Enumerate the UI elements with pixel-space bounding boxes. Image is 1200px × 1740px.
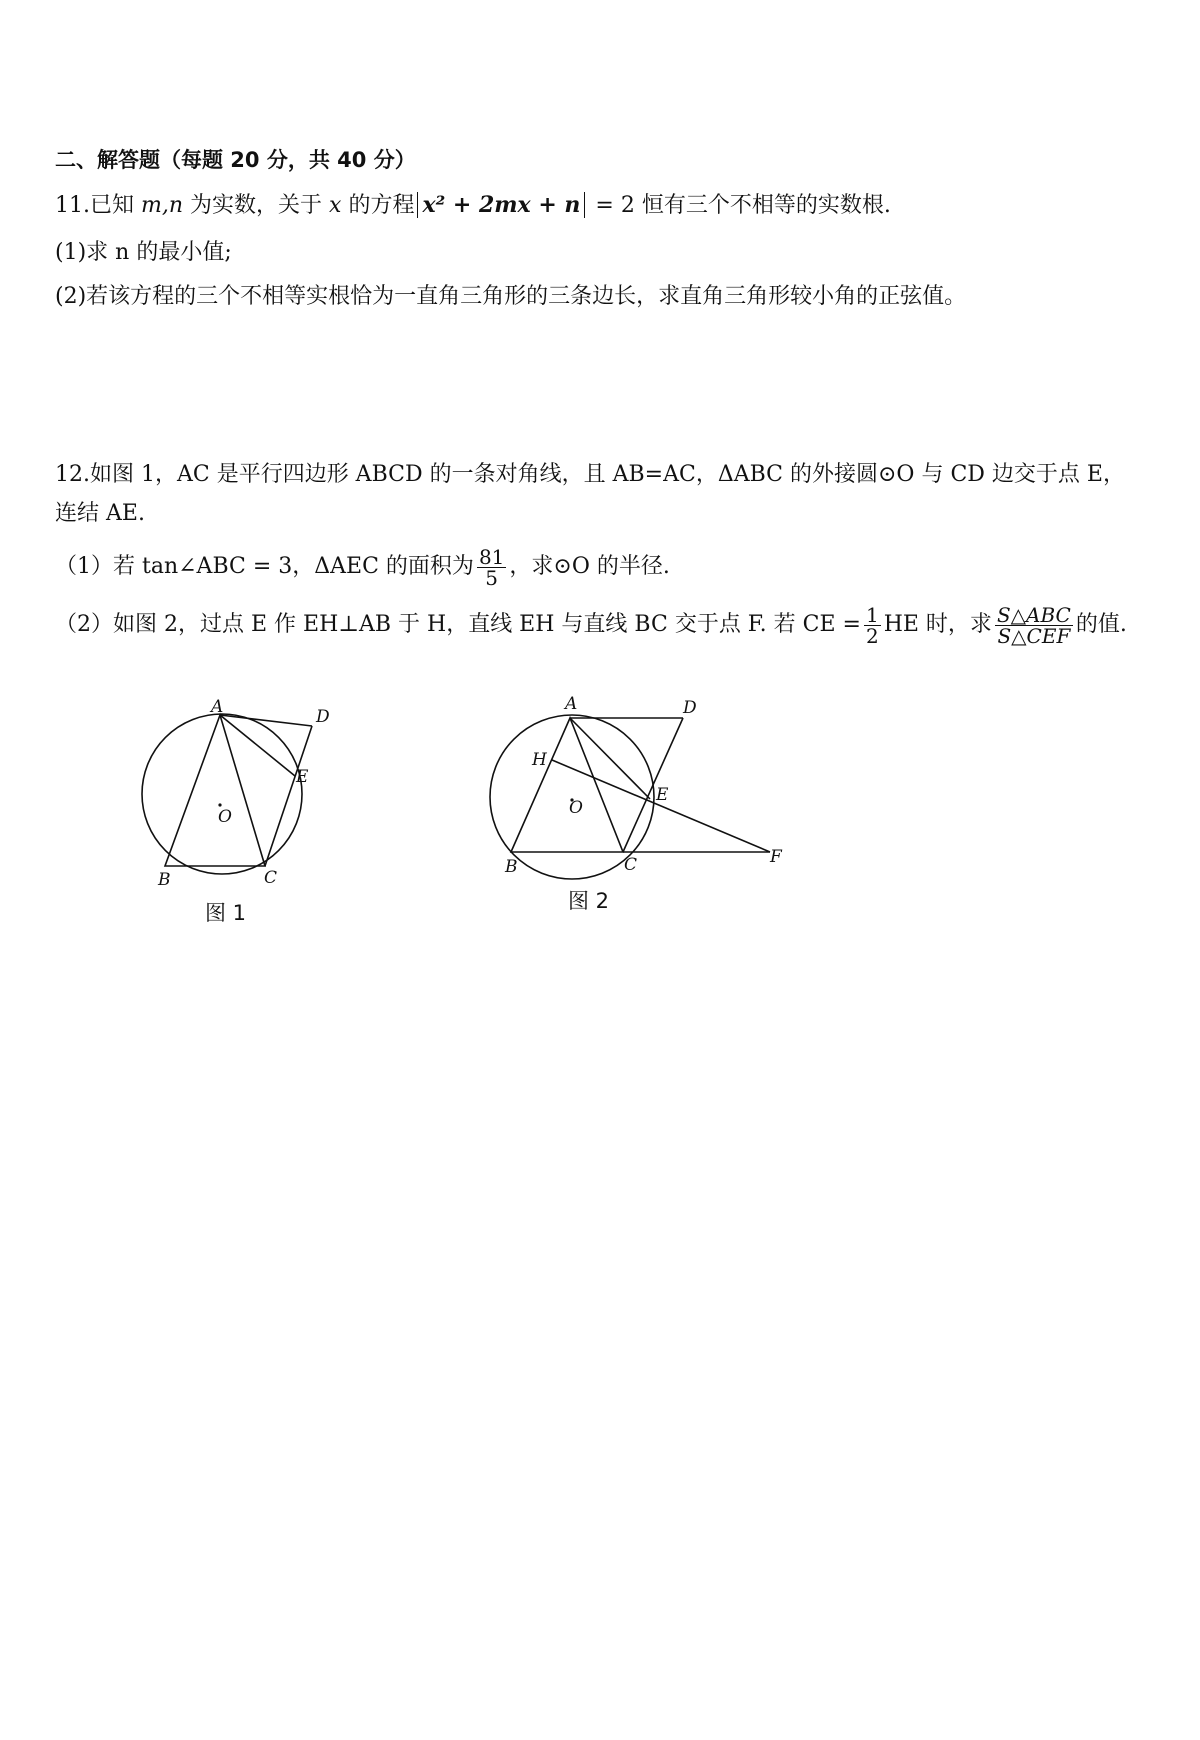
figure2-triangle-abc [511,718,623,852]
q12-p2-area-den: S△CEF [997,623,1071,648]
q11-intro-c: 的方程 [341,193,415,218]
figure1-label-b: B [158,870,171,890]
q11-number: 11. [55,193,90,218]
figure1-label-o: O [218,807,232,827]
figure2-segment-dc [623,718,683,852]
section-heading: 二、解答题（每题 20 分，共 40 分） [55,148,416,172]
q12-p2-a: （2）如图 2，过点 E 作 EH⊥AB 于 H，直线 EH 与直线 BC 交于点 F. 若 CE = [55,612,861,637]
figure1-caption: 图 1 [205,901,247,925]
figure1-label-c: C [264,868,278,888]
figure1-label-a: A [211,697,224,717]
figure2-label-a: A [565,694,578,714]
figure2-label-d: D [683,698,697,718]
figure2-segment-ae [570,718,650,799]
figure2-line-hf [552,760,770,852]
q11-part2: (2)若该方程的三个不相等实根恰为一直角三角形的三条边长，求直角三角形较小角的正弦值。 [55,284,967,309]
q11-vars: m,n [141,193,184,218]
figure1-segment-dc [265,726,312,866]
figure1-segment-ad [220,715,312,726]
q12-p1-num: 81 [478,544,505,569]
figure2-label-b: B [505,857,518,877]
q11-intro-d: 恒有三个不相等的实数根. [634,193,891,218]
q12-p1-b: ，求⊙O 的半径. [509,554,670,579]
q11-equals: = 2 [588,193,635,218]
q12-line1: 12.如图 1，AC 是平行四边形 ABCD 的一条对角线，且 AB=AC，ΔABC 的外接圆⊙O 与 CD 边交于点 E， [55,462,1125,487]
figure2-label-e: E [656,785,669,805]
figure1-label-d: D [316,707,330,727]
figure2-caption: 图 2 [568,889,610,913]
figure2-label-o: O [569,798,583,818]
q12-p2-c: 的值. [1075,612,1127,637]
figure1-segment-ae [220,715,295,776]
figure1-circle [142,714,302,874]
q12-p2-area-num: S△ABC [996,602,1071,627]
q11-equation: x² + 2mx + n [417,192,585,218]
q12-p2-den: 2 [865,623,879,648]
q12-p1-den: 5 [485,565,499,590]
q11-intro-b: 为实数，关于 [183,193,330,218]
q11-intro-a: 已知 [90,193,141,218]
figure1-label-e: E [296,767,309,787]
q11-part1: (1)求 n 的最小值; [55,240,232,265]
figure2-label-c: C [624,855,638,875]
q12-line2: 连结 AE. [55,501,145,526]
figure2-label-h: H [532,750,547,770]
figure1-diagram [142,714,312,874]
figure2-label-f: F [770,847,782,867]
q11-x: x [329,193,342,218]
q12-p1-a: （1）若 tan∠ABC = 3，ΔAEC 的面积为 [55,554,474,579]
figure1-triangle-abc [165,715,265,866]
q12-p2-b: HE 时，求 [883,612,992,637]
q12-p2-num: 1 [865,602,879,627]
